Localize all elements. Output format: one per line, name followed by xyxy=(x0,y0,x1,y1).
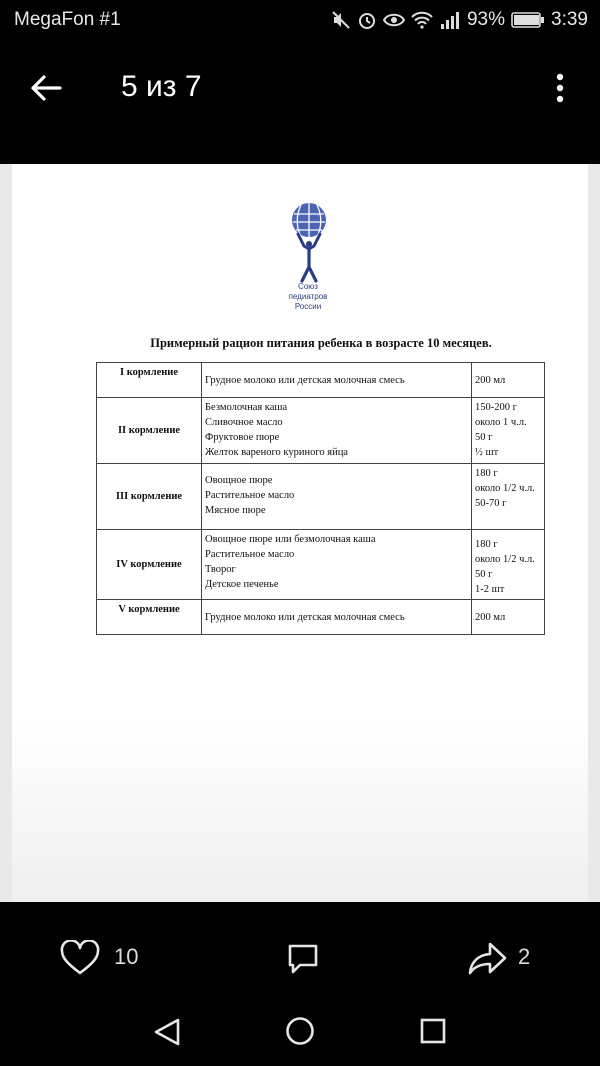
signal-icon xyxy=(439,10,461,30)
viewer-header xyxy=(0,40,600,164)
amount-item: 180 г xyxy=(475,468,498,479)
food-item: Желток вареного куриного яйца xyxy=(205,447,348,458)
amount-item: 1-2 шт xyxy=(475,584,505,595)
amount-item: 180 г xyxy=(475,539,498,550)
amount-item: 50-70 г xyxy=(475,498,507,509)
page-counter-title: 5 из 7 xyxy=(121,70,202,103)
amount-item: около 1 ч.л. xyxy=(475,417,527,428)
amount-cell xyxy=(472,464,545,530)
foods-cell xyxy=(202,530,472,600)
logo-caption xyxy=(258,282,358,312)
table-row xyxy=(97,530,545,600)
amount-cell xyxy=(472,363,545,398)
alarm-icon xyxy=(357,10,377,30)
square-recent-icon[interactable] xyxy=(420,1018,446,1044)
food-item: Безмолочная каша xyxy=(205,402,288,413)
food-item: Грудное молоко или детская молочная смесь xyxy=(205,374,405,386)
feeding-cell: V кормление xyxy=(97,600,202,635)
amount-item: 50 г xyxy=(475,432,493,443)
wifi-icon xyxy=(411,10,433,30)
amount-item: около 1/2 ч.л. xyxy=(475,554,535,565)
logo-text-line: Союз xyxy=(298,282,318,291)
battery-percent: 93% xyxy=(466,9,506,30)
document-viewer[interactable] xyxy=(0,164,600,902)
food-item: Растительное масло xyxy=(205,490,295,501)
back-arrow-icon[interactable] xyxy=(24,66,68,110)
heart-icon[interactable] xyxy=(60,940,100,976)
food-item: Творог xyxy=(205,564,236,575)
amount-item: 50 г xyxy=(475,569,493,580)
document-page xyxy=(12,164,588,902)
post-actions-bar xyxy=(0,902,600,1002)
comment-icon[interactable] xyxy=(286,942,320,976)
amount-item: около 1/2 ч.л. xyxy=(475,483,535,494)
food-item: Детское печенье xyxy=(205,579,279,590)
triangle-back-icon[interactable] xyxy=(152,1016,182,1048)
amount-item: 150-200 г xyxy=(475,402,517,413)
foods-cell xyxy=(202,363,472,398)
table-row xyxy=(97,600,545,635)
status-bar xyxy=(0,0,600,40)
table-row xyxy=(97,398,545,464)
table-row xyxy=(97,464,545,530)
share-count: 2 xyxy=(518,944,531,969)
logo-text-line: России xyxy=(294,302,322,311)
like-count: 10 xyxy=(114,944,139,969)
amount-cell xyxy=(472,398,545,464)
food-item: Сливочное масло xyxy=(205,417,283,428)
share-icon[interactable] xyxy=(468,940,508,976)
feeding-cell: III кормление xyxy=(97,464,202,530)
foods-cell xyxy=(202,600,472,635)
amount-cell xyxy=(472,530,545,600)
circle-home-icon[interactable] xyxy=(285,1016,315,1046)
clock: 3:39 xyxy=(551,9,588,30)
diet-table xyxy=(96,362,545,635)
feeding-cell: I кормление xyxy=(97,363,202,398)
status-icons xyxy=(331,9,588,31)
amount-item: 200 мл xyxy=(475,611,506,623)
food-item: Фруктовое пюре xyxy=(205,432,280,443)
feeding-cell: II кормление xyxy=(97,398,202,464)
food-item: Овощное пюре или безмолочная каша xyxy=(205,534,376,545)
amount-item: 200 мл xyxy=(475,374,506,386)
more-vertical-icon[interactable] xyxy=(544,68,576,108)
feeding-cell: IV кормление xyxy=(97,530,202,600)
food-item: Мясное пюре xyxy=(205,505,266,516)
mute-icon xyxy=(331,10,351,30)
food-item: Грудное молоко или детская молочная смесь xyxy=(205,611,405,623)
amount-cell xyxy=(472,600,545,635)
logo-text-line: педиатров xyxy=(288,292,328,301)
food-item: Овощное пюре xyxy=(205,475,273,486)
eye-icon xyxy=(383,10,405,30)
document-title: Примерный рацион питания ребенка в возрасте 10 месяцев. xyxy=(150,336,492,350)
foods-cell xyxy=(202,398,472,464)
table-row xyxy=(97,363,545,398)
amount-item: ½ шт xyxy=(475,447,499,458)
foods-cell xyxy=(202,464,472,530)
carrier-name: MegaFon #1 xyxy=(14,9,121,30)
system-nav-bar xyxy=(0,1002,600,1066)
food-item: Растительное масло xyxy=(205,549,295,560)
battery-icon xyxy=(511,11,545,29)
